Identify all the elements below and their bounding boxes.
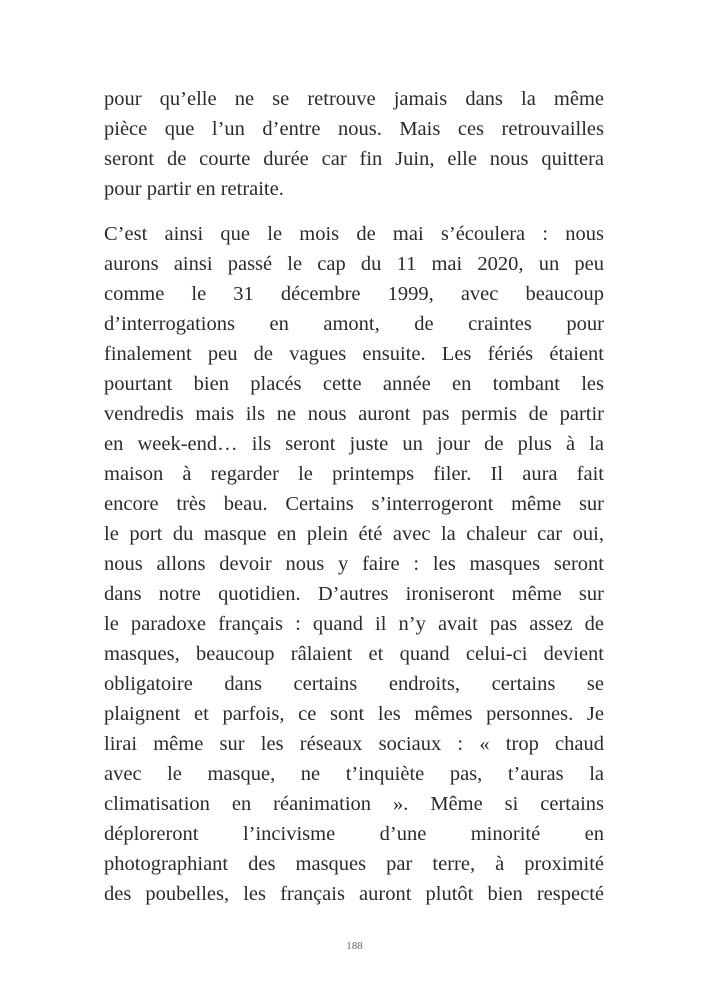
text-line: avec le masque, ne t’inquiète pas, t’auras la bbox=[104, 763, 604, 785]
text-line: masques, beaucoup râlaient et quand celui-ci devient bbox=[104, 643, 604, 665]
text-line: vendredis mais ils ne nous auront pas permis de partir bbox=[104, 403, 604, 425]
text-line: finalement peu de vagues ensuite. Les fériés étaient bbox=[104, 343, 604, 365]
text-line: aurons ainsi passé le cap du 11 mai 2020, un peu bbox=[104, 253, 604, 275]
text-line: déploreront l’incivisme d’une minorité en bbox=[104, 823, 604, 845]
text-line: comme le 31 décembre 1999, avec beaucoup bbox=[104, 283, 604, 305]
text-line: obligatoire dans certains endroits, certains se bbox=[104, 673, 604, 695]
text-line: pour qu’elle ne se retrouve jamais dans la même bbox=[104, 88, 604, 110]
text-line: C’est ainsi que le mois de mai s’écoulera : nous bbox=[104, 223, 604, 245]
text-line: en week-end… ils seront juste un jour de plus à la bbox=[104, 433, 604, 455]
page-body bbox=[104, 84, 604, 909]
text-line: photographiant des masques par terre, à proximité bbox=[104, 853, 604, 875]
paragraph-gap bbox=[104, 204, 604, 219]
page-number: 188 bbox=[346, 940, 363, 952]
text-line: le paradoxe français : quand il n’y avait pas assez de bbox=[104, 613, 604, 635]
text-line: pièce que l’un d’entre nous. Mais ces retrouvailles bbox=[104, 118, 604, 140]
text-line: d’interrogations en amont, de craintes pour bbox=[104, 313, 604, 335]
text-line: seront de courte durée car fin Juin, elle nous quittera bbox=[104, 148, 604, 170]
text-line: le port du masque en plein été avec la chaleur car oui, bbox=[104, 523, 604, 545]
text-line: des poubelles, les français auront plutôt bien respecté bbox=[104, 883, 604, 905]
text-line: nous allons devoir nous y faire : les masques seront bbox=[104, 553, 604, 575]
paragraph-2 bbox=[104, 219, 604, 909]
text-line: pour partir en retraite. bbox=[104, 178, 284, 200]
text-line: climatisation en réanimation ». Même si certains bbox=[104, 793, 604, 815]
text-line: lirai même sur les réseaux sociaux : « trop chaud bbox=[104, 733, 604, 755]
paragraph-1 bbox=[104, 84, 604, 204]
text-line: dans notre quotidien. D’autres ironiseront même sur bbox=[104, 583, 604, 605]
text-line: plaignent et parfois, ce sont les mêmes personnes. Je bbox=[104, 703, 604, 725]
text-line: pourtant bien placés cette année en tombant les bbox=[104, 373, 604, 395]
text-line: maison à regarder le printemps filer. Il aura fait bbox=[104, 463, 604, 485]
text-line: encore très beau. Certains s’interrogeront même sur bbox=[104, 493, 604, 515]
